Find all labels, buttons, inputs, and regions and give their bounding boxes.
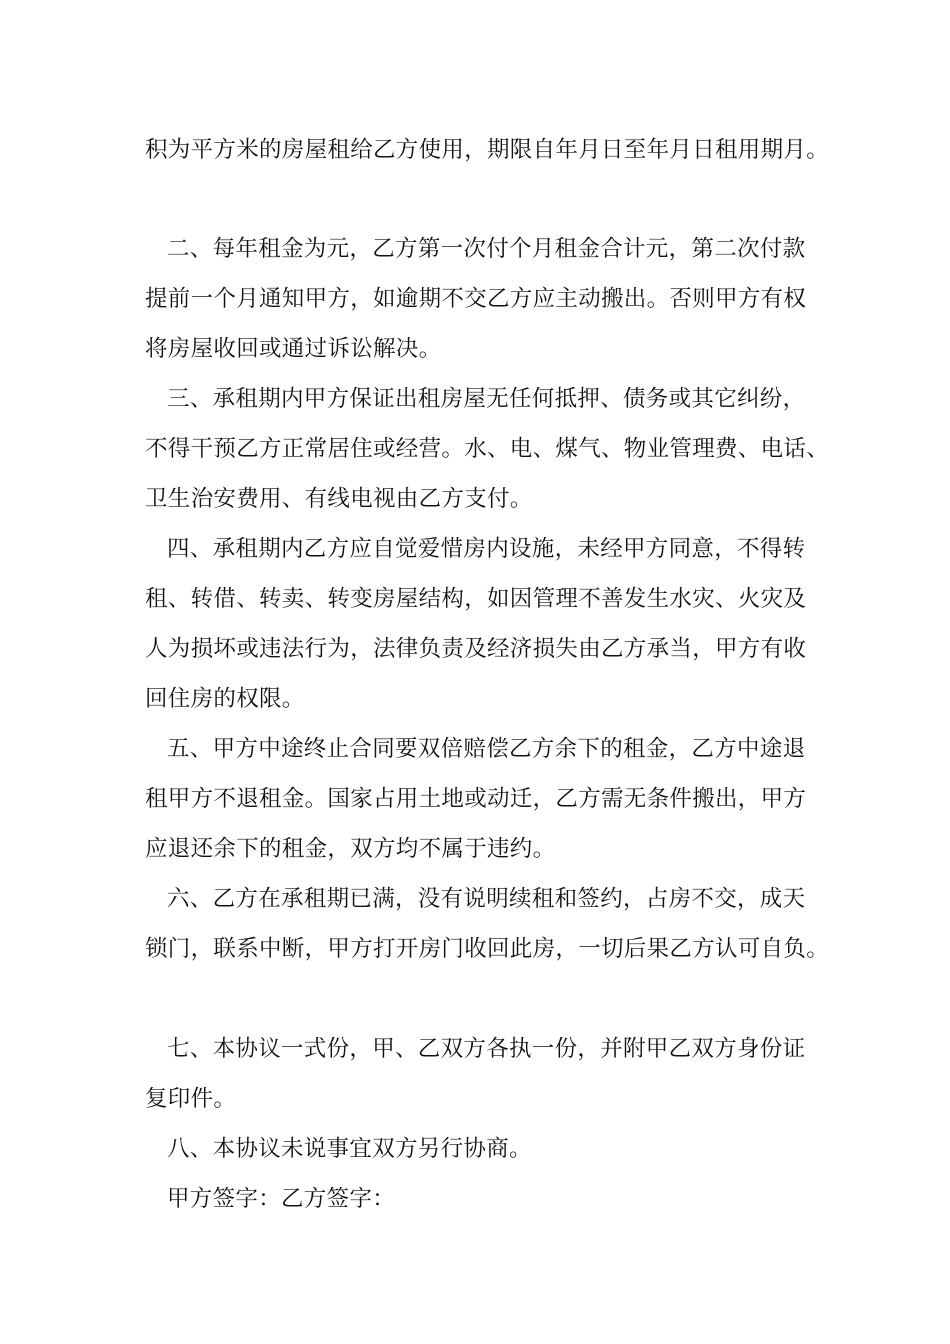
clause-8-line-1: 八、本协议未说事宜双方另行协商。	[167, 1136, 532, 1162]
clause-7-line-2: 复印件。	[145, 1086, 237, 1112]
clause-3-line-2: 不得干预乙方正常居住或经营。水、电、煤气、物业管理费、电话、	[145, 436, 830, 462]
clause-4-line-1: 四、承租期内乙方应自觉爱惜房内设施，未经甲方同意，不得转	[167, 536, 806, 562]
clause-4-line-4: 回住房的权限。	[145, 686, 305, 712]
clause-2-line-2: 提前一个月通知甲方，如逾期不交乙方应主动搬出。否则甲方有权	[145, 286, 807, 312]
clause-4-line-3: 人为损坏或违法行为，法律负责及经济损失由乙方承当，甲方有收	[145, 636, 807, 662]
clause-3-line-1: 三、承租期内甲方保证出租房屋无任何抵押、债务或其它纠纷，	[167, 386, 806, 412]
clause-7-line-1: 七、本协议一式份，甲、乙双方各执一份，并附甲乙双方身份证	[167, 1036, 806, 1062]
clause-5-line-1: 五、甲方中途终止合同要双倍赔偿乙方余下的租金，乙方中途退	[167, 736, 806, 762]
clause-2-line-3: 将房屋收回或通过诉讼解决。	[145, 336, 442, 362]
clause-4-line-2: 租、转借、转卖、转变房屋结构，如因管理不善发生水灾、火灾及	[145, 586, 807, 612]
clause-6-line-1: 六、乙方在承租期已满，没有说明续租和签约，占房不交，成天	[167, 886, 806, 912]
clause-1-line-1: 积为平方米的房屋租给乙方使用，期限自年月日至年月日租用期月。	[145, 137, 830, 163]
clause-3-line-3: 卫生治安费用、有线电视由乙方支付。	[145, 486, 533, 512]
signature-line: 甲方签字：乙方签字：	[167, 1186, 396, 1212]
clause-5-line-3: 应退还余下的租金，双方均不属于违约。	[145, 836, 556, 862]
clause-2-line-1: 二、每年租金为元，乙方第一次付个月租金合计元，第二次付款	[167, 236, 806, 262]
clause-5-line-2: 租甲方不退租金。国家占用土地或动迁，乙方需无条件搬出，甲方	[145, 786, 807, 812]
clause-6-line-2: 锁门，联系中断，甲方打开房门收回此房，一切后果乙方认可自负。	[145, 936, 830, 962]
